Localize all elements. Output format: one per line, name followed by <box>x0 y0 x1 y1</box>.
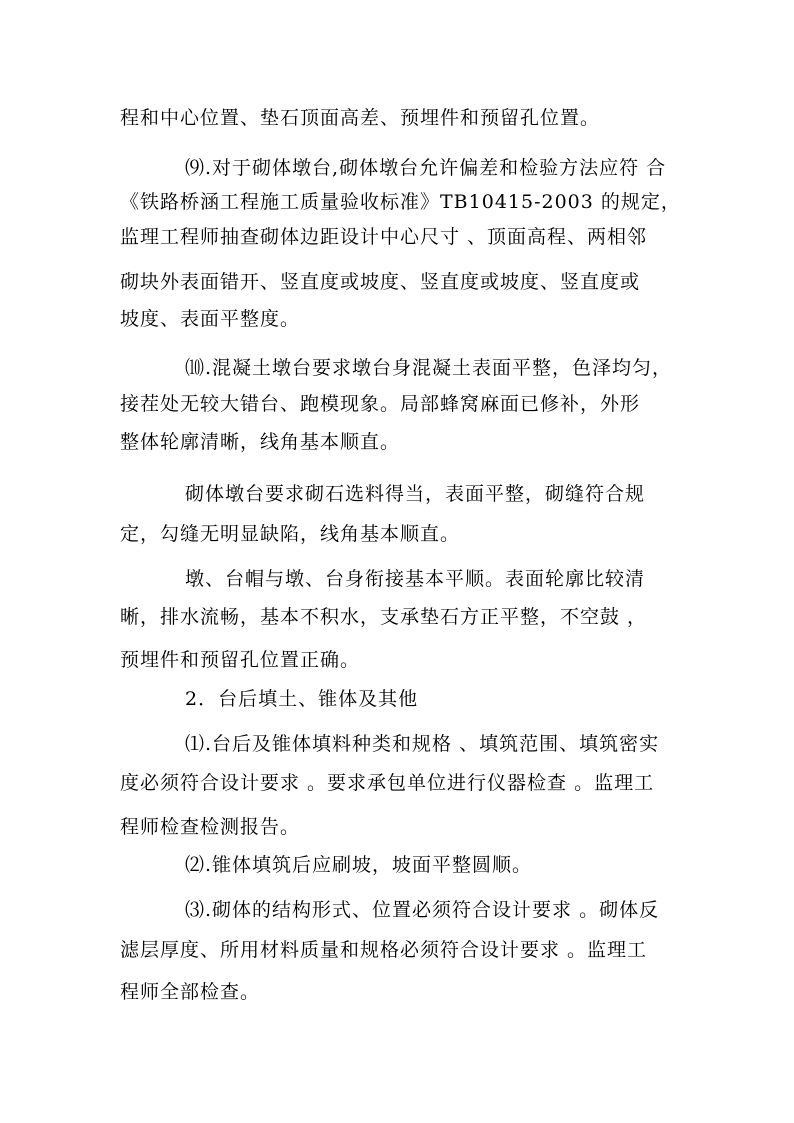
text-line: 程师全部检查。 <box>120 981 261 1003</box>
text-line: 整体轮廓清晰，线角基本顺直。 <box>120 431 401 453</box>
text-line: ⑴.台后及锥体填料种类和规格 、填筑范围、填筑密实 <box>185 733 660 755</box>
text-line: ⑽.混凝土墩台要求墩台身混凝土表面平整，色泽均匀， <box>185 357 673 379</box>
text-line: 晰，排水流畅，基本不积水，支承垫石方正平整，不空鼓 ， <box>120 606 648 628</box>
text-line: 砌体墩台要求砌石选料得当，表面平整，砌缝符合规 <box>185 483 646 505</box>
text-line: 《铁路桥涵工程施工质量验收标准》TB10415-2003 的规定， <box>120 191 681 213</box>
text-line: ⑼.对于砌体墩台,砌体墩台允许偏差和检验方法应符 合 <box>185 157 667 179</box>
text-line: 墩、台帽与墩、台身衔接基本平顺。表面轮廓比较清 <box>185 568 646 590</box>
text-line: 砌块外表面错开、竖直度或坡度、竖直度或坡度、竖直度或 <box>120 271 641 293</box>
text-line: 程师检查检测报告。 <box>120 816 301 838</box>
text-line: 程和中心位置、垫石顶面高差、预埋件和预留孔位置。 <box>120 107 601 129</box>
text-line: 滤层厚度、所用材料质量和规格必须符合设计要求 。监理工 <box>120 939 648 961</box>
text-line: 预埋件和预留孔位置正确。 <box>120 649 361 671</box>
text-line: ⑵.锥体填筑后应刷坡，坡面平整圆顺。 <box>185 854 533 876</box>
text-line: 接茬处无较大错台、跑模现象。局部蜂窝麻面已修补，外形 <box>120 393 641 415</box>
section-heading: 2．台后填土、锥体及其他 <box>185 688 419 710</box>
text-line: 监理工程师抽查砌体边距设计中心尺寸 、顶面高程、两相邻 <box>120 226 648 248</box>
text-line: ⑶.砌体的结构形式、位置必须符合设计要求 。砌体反 <box>185 899 660 921</box>
text-line: 定，勾缝无明显缺陷，线角基本顺直。 <box>120 523 461 545</box>
text-line: 度必须符合设计要求 。要求承包单位进行仪器检查 。监理工 <box>120 772 655 794</box>
text-line: 坡度、表面平整度。 <box>120 308 301 330</box>
